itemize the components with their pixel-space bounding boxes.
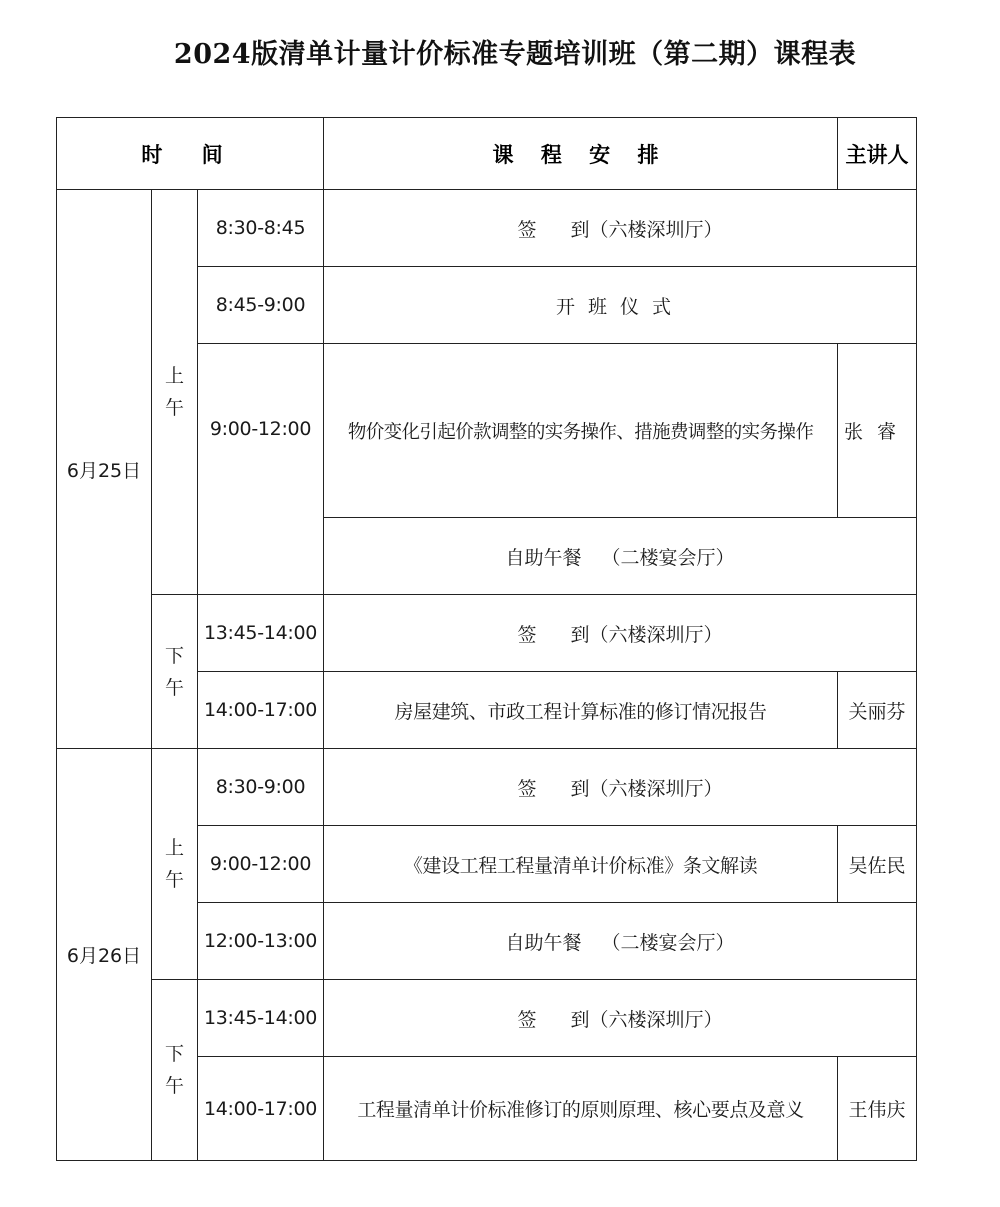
time-cell: 8:30-9:00 [198, 749, 324, 826]
header-time: 时 间 [57, 118, 324, 190]
header-speaker: 主讲人 [838, 118, 917, 190]
table-row [57, 190, 917, 267]
session-morning: 上 午 [152, 190, 198, 595]
course-cell: 签 到（六楼深圳厅） [324, 595, 917, 672]
speaker-cell: 吴佐民 [838, 826, 917, 903]
session-afternoon: 下 午 [152, 980, 198, 1161]
header-course: 课 程 安 排 [324, 118, 838, 190]
speaker-cell: 关丽芬 [838, 672, 917, 749]
date-cell: 6月25日 [57, 190, 152, 749]
time-cell: 8:30-8:45 [198, 190, 324, 267]
course-cell: 房屋建筑、市政工程计算标准的修订情况报告 [324, 672, 838, 749]
time-cell: 9:00-12:00 [198, 344, 324, 595]
time-cell: 14:00-17:00 [198, 1057, 324, 1161]
course-cell: 物价变化引起价款调整的实务操作、措施费调整的实务操作 [324, 344, 838, 518]
time-cell: 13:45-14:00 [198, 595, 324, 672]
speaker-cell: 王伟庆 [838, 1057, 917, 1161]
schedule-table [56, 117, 917, 1161]
header-row [57, 118, 917, 190]
course-cell: 签 到（六楼深圳厅） [324, 749, 917, 826]
course-cell: 签 到（六楼深圳厅） [324, 190, 917, 267]
page-title: 2024版清单计量计价标准专题培训班（第二期）课程表 [173, 39, 857, 70]
table-row [57, 980, 917, 1057]
table-row [57, 595, 917, 672]
table-row [57, 749, 917, 826]
course-cell: 签 到（六楼深圳厅） [324, 980, 917, 1057]
course-cell: 自助午餐 （二楼宴会厅） [324, 903, 917, 980]
course-cell: 工程量清单计价标准修订的原则原理、核心要点及意义 [324, 1057, 838, 1161]
time-cell: 14:00-17:00 [198, 672, 324, 749]
session-morning: 上 午 [152, 749, 198, 980]
course-cell: 自助午餐 （二楼宴会厅） [324, 518, 917, 595]
course-cell: 开班仪式 [324, 267, 917, 344]
speaker-cell: 张睿 [838, 344, 917, 518]
course-cell: 《建设工程工程量清单计价标准》条文解读 [324, 826, 838, 903]
session-afternoon: 下 午 [152, 595, 198, 749]
time-cell: 12:00-13:00 [198, 903, 324, 980]
time-cell: 8:45-9:00 [198, 267, 324, 344]
date-cell: 6月26日 [57, 749, 152, 1161]
time-cell: 13:45-14:00 [198, 980, 324, 1057]
time-cell: 9:00-12:00 [198, 826, 324, 903]
